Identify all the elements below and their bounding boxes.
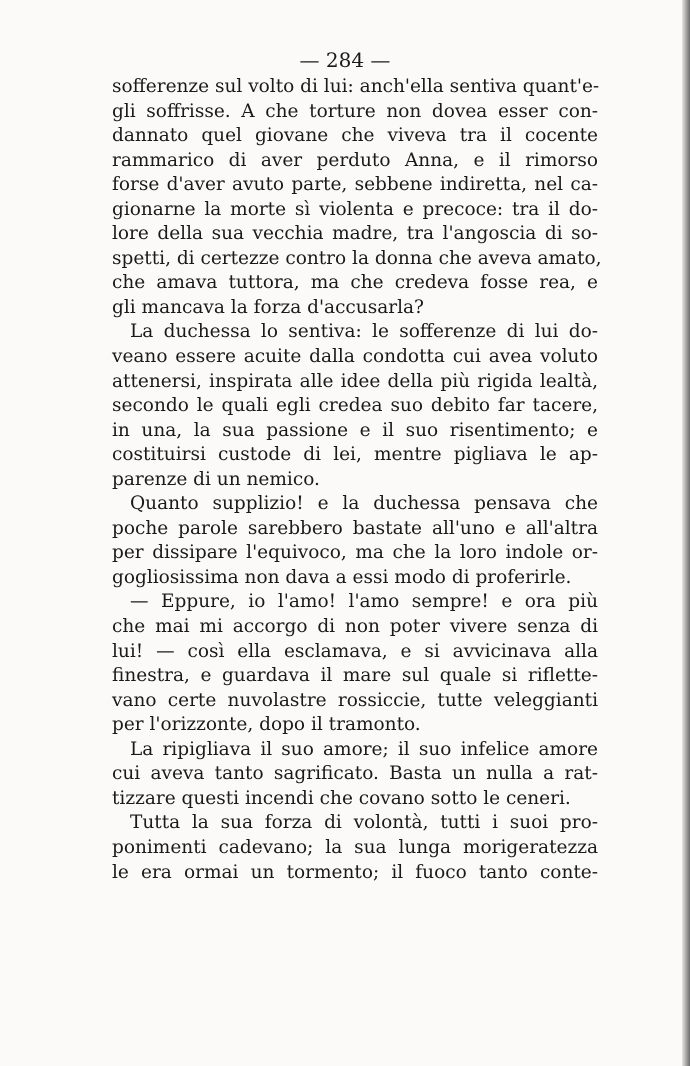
paragraph: [112, 75, 602, 320]
text-line: poche parole sarebbero bastate all'uno e all'altra: [112, 517, 598, 539]
text-line: lore della sua vecchia madre, tra l'angoscia di so-: [112, 223, 598, 245]
paragraph: [112, 738, 598, 812]
text-line: spetti, di certezze contro la donna che aveva amato,: [112, 247, 602, 269]
page-edge: [682, 0, 690, 1066]
text-line: secondo le quali egli credea suo debito far tacere,: [112, 395, 598, 417]
text-line: Tutta la sua forza di volontà, tutti i suoi pro-: [130, 812, 598, 834]
text-line: gogliosissima non dava a essi modo di proferirle.: [112, 566, 572, 588]
text-line: costituirsi custode di lei, mentre pigliava le ap-: [112, 444, 598, 466]
text-line: forse d'aver avuto parte, sebbene indiretta, nel ca-: [112, 174, 598, 196]
text-line: gli mancava la forza d'accusarla?: [112, 296, 424, 318]
text-line: in una, la sua passione e il suo risentimento; e: [112, 419, 598, 441]
text-line: cui aveva tanto sagrificato. Basta un nulla a rat-: [112, 763, 598, 785]
body-text: [112, 75, 602, 885]
page-number: — 284 —: [299, 48, 391, 72]
text-line: rammarico di aver perduto Anna, e il rimorso: [112, 149, 598, 171]
text-line: — Eppure, io l'amo! l'amo sempre! e ora più: [130, 591, 598, 613]
text-line: attenersi, inspirata alle idee della più rigida lealtà,: [112, 370, 598, 392]
text-line: La duchessa lo sentiva: le sofferenze di lui do-: [130, 321, 598, 343]
text-line: ponimenti cadevano; la sua lunga morigeratezza: [112, 836, 598, 858]
text-line: sofferenze sul volto di lui: anch'ella sentiva quant'e-: [112, 76, 600, 97]
text-line: finestra, e guardava il mare sul quale si riflette-: [112, 665, 598, 687]
text-line: dannato quel giovane che viveva tra il cocente: [112, 125, 598, 147]
text-line: vano certe nuvolastre rossiccie, tutte veleggianti: [112, 689, 598, 711]
text-line: per dissipare l'equivoco, ma che la loro indole or-: [112, 542, 598, 564]
paragraph: [112, 590, 598, 737]
paragraph: [112, 492, 598, 590]
paragraph: [112, 320, 598, 492]
text-line: che amava tuttora, ma che credeva fosse rea, e: [112, 272, 598, 294]
text-line: per l'orizzonte, dopo il tramonto.: [112, 714, 421, 736]
text-line: tizzare questi incendi che covano sotto le ceneri.: [112, 787, 571, 809]
text-line: parenze di un nemico.: [112, 468, 320, 490]
text-line: gli soffrisse. A che torture non dovea esser con-: [112, 100, 598, 122]
paragraph: [112, 811, 598, 885]
text-line: veano essere acuite dalla condotta cui avea voluto: [112, 346, 598, 368]
text-line: che mai mi accorgo di non poter vivere senza di: [112, 616, 598, 638]
text-line: lui! — così ella esclamava, e si avvicinava alla: [112, 640, 598, 662]
text-line: gionarne la morte sì violenta e precoce: tra il do-: [112, 198, 598, 220]
text-line: Quanto supplizio! e la duchessa pensava che: [130, 493, 598, 515]
text-line: le era ormai un tormento; il fuoco tanto conte-: [112, 861, 598, 883]
text-line: La ripigliava il suo amore; il suo infelice amore: [130, 738, 598, 760]
